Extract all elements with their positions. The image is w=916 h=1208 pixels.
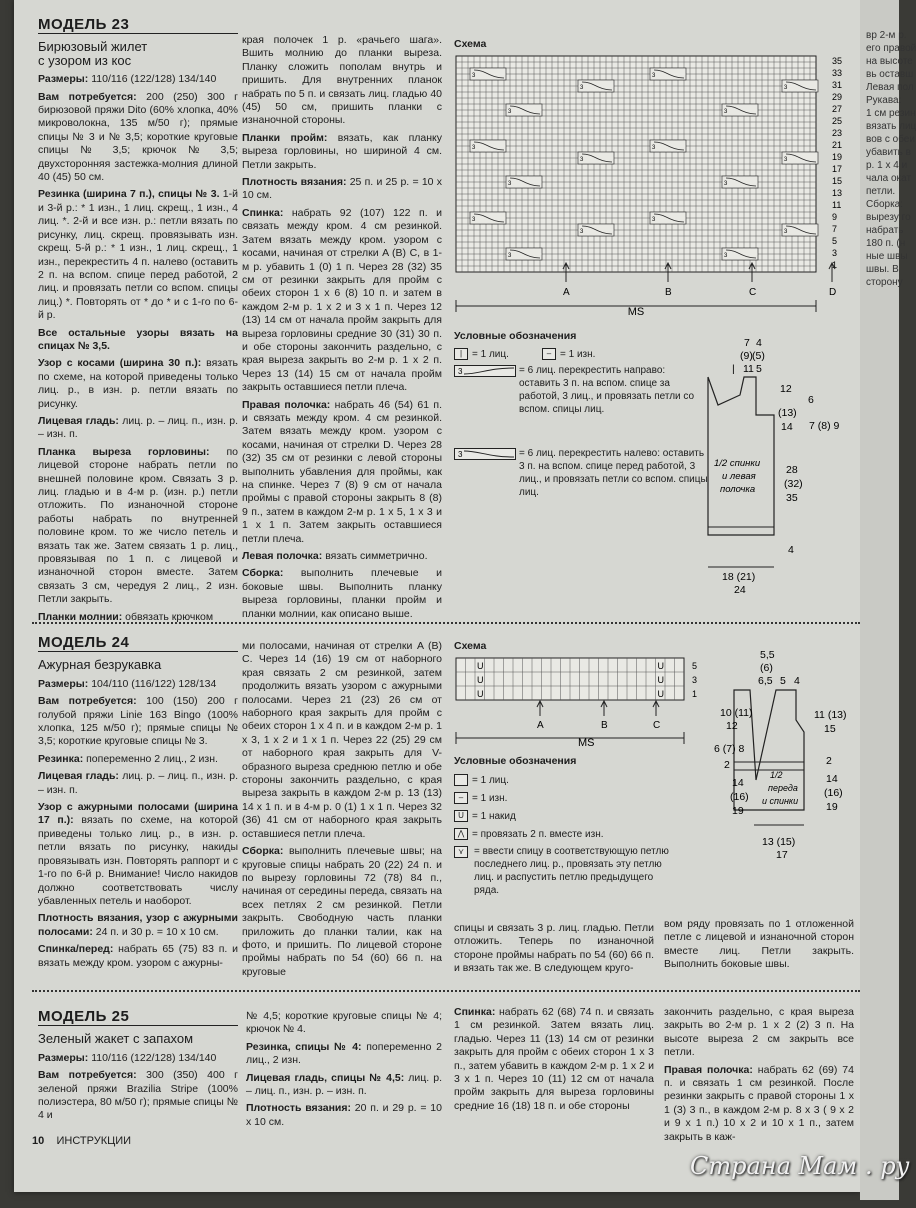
legend-23-title: Условные обозначения bbox=[454, 330, 577, 342]
svg-text:3: 3 bbox=[458, 450, 463, 459]
svg-text:1/2: 1/2 bbox=[770, 770, 783, 780]
svg-text:3: 3 bbox=[652, 217, 656, 223]
side-fragment: вязать лиц bbox=[866, 121, 916, 132]
paragraph: Правая полочка: набрать 62 (69) 74 п. и связать 1 см резинкой. После резинки закрыть с правой стороны 1 x 1 (3) 3 п., в каждом 2-м р. 8 x 3 ( 9 x 2 и 9 x 1 п.) 10 x 2 и 10 x 1 п., затем закрыть в каж- bbox=[664, 1063, 854, 1143]
svg-text:11: 11 bbox=[743, 363, 754, 375]
next-page-edge bbox=[860, 0, 916, 1200]
svg-text:3: 3 bbox=[508, 253, 512, 259]
svg-text:10 (11): 10 (11) bbox=[720, 707, 753, 719]
svg-text:3: 3 bbox=[724, 181, 728, 187]
svg-text:2: 2 bbox=[826, 755, 832, 767]
svg-text:17: 17 bbox=[832, 164, 843, 174]
svg-text:19: 19 bbox=[826, 801, 838, 813]
paragraph: Лицевая гладь, спицы № 4,5: лиц. р. – лиц. п., изн. р. – изн. п. bbox=[246, 1071, 443, 1098]
svg-text:3: 3 bbox=[652, 73, 656, 79]
side-fragment: Рукава: bbox=[866, 95, 902, 106]
svg-text:6,5: 6,5 bbox=[758, 675, 773, 687]
pattern-outline bbox=[708, 377, 774, 535]
side-fragment: вырезу го bbox=[866, 212, 911, 223]
legend-24-knit: = 1 лиц. bbox=[454, 774, 509, 787]
svg-text:3: 3 bbox=[832, 248, 838, 258]
svg-text:14: 14 bbox=[732, 777, 744, 789]
svg-text:6: 6 bbox=[808, 394, 814, 406]
page-number: 10 bbox=[32, 1135, 45, 1147]
paragraph: Резинка: попеременно 2 лиц., 2 изн. bbox=[38, 752, 218, 765]
svg-text:3: 3 bbox=[580, 229, 584, 235]
legend-24-drop-stitch: ⋎ bbox=[454, 846, 468, 858]
svg-text:19: 19 bbox=[732, 805, 744, 817]
model-25-subtitle: Зеленый жакет с запахом bbox=[38, 1031, 194, 1047]
svg-text:3: 3 bbox=[692, 675, 698, 685]
paragraph: Узор с ажурными полосами (ширина 17 п.): вязать по схеме, на которой приведены только лиц. р., в изн. р. петли вязать по рисунку, накиды провязывать изн. Повторять раппорт и с 1-го по 6-й р. Внимание! Число накидов должно соответствовать числу убавленных петель и наоборот. bbox=[38, 801, 238, 907]
svg-text:31: 31 bbox=[832, 80, 843, 90]
side-fragment: р. 1 x 4 и bbox=[866, 160, 908, 171]
svg-text:B: B bbox=[601, 720, 608, 731]
side-fragment: 1 см резин bbox=[866, 108, 916, 119]
svg-text:U: U bbox=[657, 661, 664, 671]
svg-text:35: 35 bbox=[832, 56, 843, 66]
side-fragment: убавить в bbox=[866, 147, 911, 158]
scheme-23-title: Схема bbox=[454, 38, 487, 50]
svg-text:33: 33 bbox=[832, 68, 843, 78]
svg-text:переда: переда bbox=[768, 783, 798, 793]
pattern-diagram-24 bbox=[704, 640, 854, 865]
svg-text:3: 3 bbox=[784, 85, 788, 91]
model-24-left-column bbox=[38, 636, 238, 974]
svg-text:U: U bbox=[657, 689, 664, 699]
svg-text:D: D bbox=[829, 287, 837, 298]
paragraph: Левая полочка: вязать симметрично. bbox=[242, 550, 428, 563]
svg-text:4: 4 bbox=[788, 544, 794, 556]
svg-text:15: 15 bbox=[832, 176, 843, 186]
svg-text:полочка: полочка bbox=[720, 484, 756, 495]
chart-24-row-numbers bbox=[692, 661, 697, 699]
svg-text:1: 1 bbox=[832, 260, 838, 270]
knitting-chart-23 bbox=[452, 50, 852, 320]
paragraph: № 4,5; короткие круговые спицы № 4; крючок № 4. bbox=[246, 1010, 442, 1036]
svg-text:U: U bbox=[477, 661, 484, 671]
svg-text:7: 7 bbox=[832, 224, 838, 234]
paragraph: Резинка (ширина 7 п.), спицы № 3. 1-й и 3-й р.: * 1 изн., 1 лиц. скрещ., 1 изн., 4 лиц. *. 2-й и все изн. р.: петли вязать по рисунку, лиц. скрещ. провязывать изн. скрещ. 5-й р.: * 1 изн., 1 лиц. скрещ., 1 изн., перекрестить 4 п. налево (оставить 2 п. на вспом. спице перед работой, 2 лиц. и провязать петли со вспом. спицы лиц.) *. Повторять от * до * и с 1-го по 6-й р. bbox=[38, 188, 238, 322]
side-fragment: чала окат bbox=[866, 173, 912, 184]
svg-text:6 (7) 8: 6 (7) 8 bbox=[714, 743, 745, 755]
svg-text:|: | bbox=[732, 363, 735, 375]
svg-text:17: 17 bbox=[776, 849, 788, 861]
model-24-right-text-1: спицы и связать 3 р. лиц. гладью. Петли отложить. Теперь по изнаночной стороне проймы набрать по 54 (60) 66 п. и вязать так же. В следующем круго- bbox=[454, 922, 654, 975]
paragraph: Резинка, спицы № 4: попеременно 2 лиц., 2 изн. bbox=[246, 1040, 442, 1067]
model-23-left-column bbox=[38, 18, 238, 628]
paragraph: Плотность вязания: 25 п. и 25 р. = 10 x 10 см. bbox=[242, 176, 442, 202]
model-25-col-2 bbox=[246, 1010, 442, 1133]
svg-text:(32): (32) bbox=[784, 478, 803, 490]
svg-text:(16): (16) bbox=[730, 791, 749, 803]
paragraph: ми полосами, начиная от стрелки A (B) C. Через 14 (16) 19 см от наборного края связать 2 см резинкой, затем продолжить вязать узором с ажурными полосами. Через 21 (23) 26 см от наборного края закрыть для пройм с обеих сторон 1 x 4 п. и в каждом 2-м р. 1 x 3, 1 x 2 и 1 x 1 п. Через 22 (25) 29 см от наборного края закрыть для V-образного выреза среднюю петлю и обе стороны закончить раздельно, с края выреза закрыть в каждом 2-м р. 13 (13) 14 x 1 п. и в 4-м р. 0 (1) 1 x 1 п. Через 32 (36) 41 см от наборного края закрыть оставшиеся петли плеча. bbox=[242, 640, 442, 840]
paragraph: Спинка: набрать 62 (68) 74 п. и связать 1 см резинкой. Затем вязать лиц. гладью. Через 11 (13) 14 см от резинки закрыть для пройм с обеих сторон 1 x 3 п., затем убавить в каждом 2-м р. 1 x 2 и 3 x 1 п. Через 10 (11) 12 см от начала пройм закрыть для выреза горловины средние 16 (18) 18 п. и обе стороны bbox=[454, 1006, 654, 1112]
magazine-page bbox=[14, 0, 860, 1192]
svg-text:11 (13): 11 (13) bbox=[814, 709, 847, 721]
paragraph: закончить раздельно, с края выреза закрыть во 2-м р. 1 x 2 (2) 3 п. На высоте выреза 2 см закрыть все петли. bbox=[664, 1006, 854, 1059]
svg-text:(16): (16) bbox=[824, 787, 843, 799]
paragraph: Сборка: выполнить плечевые и боковые швы. Выполнить планку выреза горловины, планки пройм и планки молнии, как описано выше. bbox=[242, 567, 442, 620]
legend-23-purl: – = 1 изн. bbox=[542, 348, 595, 361]
side-fragment: петли. bbox=[866, 186, 896, 197]
svg-text:25: 25 bbox=[832, 116, 843, 126]
paragraph: Все остальные узоры вязать на спицах № 3,5. bbox=[38, 326, 238, 352]
svg-text:21: 21 bbox=[832, 140, 843, 150]
svg-text:U: U bbox=[477, 689, 484, 699]
paragraph: Лицевая гладь: лиц. р. – лиц. п., изн. р. – изн. п. bbox=[38, 414, 238, 441]
side-fragment: ные швы bbox=[866, 251, 908, 262]
knit-symbol-icon: | bbox=[454, 348, 468, 360]
svg-text:23: 23 bbox=[832, 128, 843, 138]
svg-text:и левая: и левая bbox=[722, 471, 756, 482]
svg-text:(6): (6) bbox=[760, 662, 773, 674]
model-25-col-3 bbox=[454, 1006, 654, 1117]
side-fragment: Сборка: bbox=[866, 199, 904, 210]
svg-text:3: 3 bbox=[472, 73, 476, 79]
svg-text:5: 5 bbox=[832, 236, 838, 246]
paragraph: Плотность вязания: 20 п. и 29 р. = 10 x 10 см. bbox=[246, 1102, 442, 1128]
legend-23-knit: | = 1 лиц. bbox=[454, 348, 509, 361]
svg-text:19: 19 bbox=[832, 152, 843, 162]
svg-text:7 (8) 9: 7 (8) 9 bbox=[809, 420, 840, 432]
legend-24: Условные обозначения bbox=[454, 755, 577, 767]
section-divider bbox=[32, 622, 860, 624]
svg-text:3: 3 bbox=[724, 109, 728, 115]
paragraph: Сборка: выполнить плечевые швы; на круговые спицы набрать 20 (22) 24 п. и по вырезу горловины 72 (78) 84 п., начиная от середины переда, связать на всех петлях 2 см резинкой. Петли закрыть. Свободную часть планки приложить до планки талии, как на фото, и пришить. По лицевой стороне проймы набрать по 54 (60) 66 п. на круговые bbox=[242, 845, 442, 978]
scheme-24-title: Схема bbox=[454, 640, 487, 652]
svg-text:(13): (13) bbox=[778, 407, 797, 419]
pattern-diagram-23 bbox=[696, 335, 856, 600]
paragraph: Размеры: 110/116 (122/128) 134/140 bbox=[38, 1051, 217, 1064]
purl-symbol-icon: – bbox=[542, 348, 556, 360]
model-24-mid-text bbox=[242, 640, 442, 979]
side-fragment: его правой bbox=[866, 43, 916, 54]
model-23-subtitle-2: с узором из кос bbox=[38, 52, 132, 68]
page-footer bbox=[32, 1135, 131, 1147]
svg-text:3: 3 bbox=[508, 181, 512, 187]
svg-text:MS: MS bbox=[578, 737, 595, 749]
svg-text:(9): (9) bbox=[740, 350, 753, 362]
legend-24-drop-stitch-text: = ввести спицу в соответствующую петлю последнего лиц. р., провязать эту петлю лиц. и распустить петлю предыдущего ряда. bbox=[474, 846, 669, 896]
paragraph: края полочек 1 р. «рачьего шага». Вшить молнию до планки выреза. Планку сложить пополам внутрь и пришить. Для внутренних планок набрать по 5 п. и связать лиц. гладью 40 (45) 50 см, пришить планки с изнаночной стороны. bbox=[242, 34, 442, 127]
side-fragment: Левая пол bbox=[866, 82, 914, 93]
side-fragment: швы. В bbox=[866, 264, 899, 275]
svg-text:18 (21): 18 (21) bbox=[722, 571, 756, 583]
paragraph: Правая полочка: набрать 46 (54) 61 п. и связать между кром. 4 см резинкой. Затем вязать между кром. узором с косами, начиная от стрелки D. Через 28 (32) 35 см от резинки с левой стороны выполнить убавления для проймы, как на спинке. Через 7 (8) 9 см от начала проймы с правой стороны закрыть 8 (8) 9 п., затем в каждом 2-м р. 1 x 5, 1 x 3 и 1 x 1 п. Затем закрыть оставшиеся петли плеча. bbox=[242, 398, 442, 545]
svg-text:12: 12 bbox=[780, 383, 792, 395]
paragraph: Размеры: 110/116 (122/128) 134/140 bbox=[38, 73, 217, 86]
side-fragment: 180 п. (н bbox=[866, 238, 906, 249]
svg-text:3: 3 bbox=[724, 253, 728, 259]
svg-text:4: 4 bbox=[794, 675, 800, 687]
paragraph: Вам потребуется: 300 (350) 400 г зеленой пряжи Brazilia Stripe (100% полиэстера, 80 м/50 г); прямые спицы № 4 и bbox=[38, 1069, 238, 1122]
model-23-mid-text bbox=[242, 34, 442, 621]
side-fragment: на высоте bbox=[866, 56, 913, 67]
paragraph: Вам потребуется: 200 (250) 300 г бирюзовой пряжи Dito (60% хлопка, 40% микроволокна, 135 м/50 г); прямые спицы № 3 и № 3,5; короткие круговые спицы № 3,5; крючок № 3,5; двухсторонняя застежка-молния длиной 40 (45) 50 см. bbox=[38, 90, 238, 184]
model-25-title: МОДЕЛЬ 25 bbox=[38, 1008, 130, 1025]
cable-right-symbol-icon bbox=[454, 365, 514, 381]
svg-text:B: B bbox=[665, 287, 672, 298]
side-fragment: вь оставш bbox=[866, 69, 914, 80]
paragraph: Лицевая гладь: лиц. р. – лиц. п., изн. р. – изн. п. bbox=[38, 770, 238, 796]
svg-text:5: 5 bbox=[780, 675, 786, 687]
side-fragment: набрать bbox=[866, 225, 904, 236]
svg-text:A: A bbox=[537, 720, 544, 731]
section-divider-2 bbox=[32, 990, 860, 992]
svg-text:3: 3 bbox=[458, 367, 463, 376]
paragraph: Спинка/перед: набрать 65 (75) 83 п. и вязать между кром. узором с ажурны- bbox=[38, 943, 238, 969]
paragraph: Планки молнии: обвязать крючком bbox=[38, 610, 214, 623]
svg-text:14: 14 bbox=[781, 421, 793, 433]
watermark: Страна Мам . ру bbox=[690, 1152, 910, 1180]
title-rule bbox=[38, 33, 238, 34]
chart-24-arrows bbox=[537, 701, 660, 731]
side-fragment: вр 2-м р. bbox=[866, 30, 907, 41]
model-23-mid-column bbox=[242, 34, 442, 625]
svg-text:3: 3 bbox=[652, 145, 656, 151]
svg-text:3: 3 bbox=[508, 109, 512, 115]
model-24-left-text bbox=[38, 678, 238, 970]
model-23-left-text bbox=[38, 73, 238, 624]
svg-text:11: 11 bbox=[832, 200, 842, 210]
svg-text:C: C bbox=[749, 287, 757, 298]
svg-text:24: 24 bbox=[734, 584, 746, 596]
legend-23-cable-left: = 6 лиц. перекрестить налево: оставить 3 п. на вспом. спице перед работой, 3 лиц., и провязать петли со вспом. спицы лиц. bbox=[519, 448, 708, 498]
legend-24-yarn-over: U = 1 накид bbox=[454, 810, 516, 823]
ms-label: MS bbox=[627, 306, 645, 318]
svg-text:4: 4 bbox=[756, 337, 762, 349]
svg-text:2: 2 bbox=[724, 759, 730, 771]
paragraph: Размеры: 104/110 (116/122) 128/134 bbox=[38, 677, 217, 690]
svg-text:U: U bbox=[657, 675, 664, 685]
svg-text:12: 12 bbox=[726, 720, 738, 732]
model-24-title: МОДЕЛЬ 24 bbox=[38, 634, 130, 651]
svg-text:3: 3 bbox=[472, 145, 476, 151]
svg-text:5,5: 5,5 bbox=[760, 649, 775, 661]
legend-23 bbox=[454, 330, 704, 349]
cable-left-symbol-icon bbox=[454, 448, 514, 464]
section-name: ИНСТРУКЦИИ bbox=[56, 1135, 132, 1147]
paragraph: Узор с косами (ширина 30 п.): вязать по схеме, на которой приведены только лиц. р., в изн. р. петли вязать по рисунку. bbox=[38, 357, 238, 410]
svg-text:13: 13 bbox=[832, 188, 843, 198]
svg-text:14: 14 bbox=[826, 773, 838, 785]
legend-24-p2tog: ⋀ = провязать 2 п. вместе изн. bbox=[454, 828, 604, 841]
svg-text:3: 3 bbox=[472, 217, 476, 223]
knitting-chart-24 bbox=[452, 654, 712, 749]
paragraph: Вам потребуется: 100 (150) 200 г голубой пряжи Linie 163 Bingo (100% хлопка, 125 м/50 г); прямые спицы № 3,5; короткие круговые спицы № 3. bbox=[38, 695, 238, 748]
svg-text:A: A bbox=[563, 287, 570, 298]
svg-text:28: 28 bbox=[786, 464, 798, 476]
svg-text:7: 7 bbox=[744, 337, 750, 349]
svg-text:35: 35 bbox=[786, 492, 798, 504]
svg-text:3: 3 bbox=[580, 157, 584, 163]
paragraph: Плотность вязания, узор с ажурными полосами: 24 п. и 30 р. = 10 x 10 см. bbox=[38, 912, 238, 938]
chart-23-row-numbers bbox=[832, 56, 842, 270]
paragraph: Спинка: набрать 92 (107) 122 п. и связать между кром. 4 см резинкой. Затем вязать между кром. узором с косами, начиная от стрелки A (B) C, в 1-м р. убавить 1 (0) 1 п. Через 28 (32) 35 см от резинки закрыть для пройм с обеих сторон 1 x 6 (8) 10 п. и затем в каждом 2-м р. 1 x 2 и 3 x 1 п. Через 12 (13) 14 см от начала пройм закрыть для выреза горловины средние 30 (31) 30 п. и обе стороны закончить раздельно, с края выреза закрыть во 2-м р. 1 x 2 п. Через 13 (14) 15 см от начала пройм закрыть оставшиеся петли плеча. bbox=[242, 206, 442, 394]
model-24-subtitle: Ажурная безрукавка bbox=[38, 657, 162, 673]
svg-text:5: 5 bbox=[756, 363, 762, 375]
svg-text:1: 1 bbox=[692, 689, 698, 699]
model-23-subtitle: Бирюзовый жилет bbox=[38, 39, 148, 55]
legend-23-cable-right: = 6 лиц. перекрестить направо: оставить 3 п. на вспом. спице за работой, 3 лиц., и провязать петли со вспом. спицы лиц. bbox=[519, 365, 695, 415]
svg-text:(5): (5) bbox=[752, 350, 765, 362]
side-fragment: сторону bbox=[866, 277, 903, 288]
model-24-mid-column bbox=[242, 640, 442, 983]
svg-text:3: 3 bbox=[580, 85, 584, 91]
model-25-col-4 bbox=[664, 1006, 854, 1148]
svg-text:13 (15): 13 (15) bbox=[762, 836, 796, 848]
model-25-col-1 bbox=[38, 1010, 238, 1127]
legend-24-purl: – = 1 изн. bbox=[454, 792, 507, 805]
svg-text:и спинки: и спинки bbox=[762, 796, 799, 806]
svg-text:3: 3 bbox=[784, 157, 788, 163]
svg-text:9: 9 bbox=[832, 212, 838, 222]
svg-text:C: C bbox=[653, 720, 661, 731]
svg-text:3: 3 bbox=[784, 229, 788, 235]
svg-text:U: U bbox=[477, 675, 484, 685]
model-24-right-text-2: вом ряду провязать по 1 отложенной петле с лицевой и изнаночной сторон вместе лиц. Петли закрыть. Выполнить боковые швы. bbox=[664, 918, 854, 971]
svg-text:29: 29 bbox=[832, 92, 843, 102]
svg-text:15: 15 bbox=[824, 723, 836, 735]
model-23-title: МОДЕЛЬ 23 bbox=[38, 16, 130, 33]
svg-text:27: 27 bbox=[832, 104, 843, 114]
paragraph: Планки пройм: вязать, как планку выреза горловины, но шириной 4 см. Петли закрыть. bbox=[242, 131, 442, 171]
paragraph: Планка выреза горловины: по лицевой стороне набрать петли по внешней половине кром. Связать 3 р. лиц. гладью и в 4-м р. (изн. р.) петли отложить. По изнаночной стороне работы набрать по внутренней половине кром. то же число петель и вязать так же. Затем связать 1 р. лиц., провязывая по 1 п. с лицевой и изнаночной сторон вместе. Затем связать 3 см, чередуя 2 лиц., 2 изн. Петли закрыть. bbox=[38, 445, 238, 606]
side-fragment: вов с обеи bbox=[866, 134, 915, 145]
svg-text:5: 5 bbox=[692, 661, 698, 671]
svg-text:1/2 спинки: 1/2 спинки bbox=[714, 458, 761, 469]
